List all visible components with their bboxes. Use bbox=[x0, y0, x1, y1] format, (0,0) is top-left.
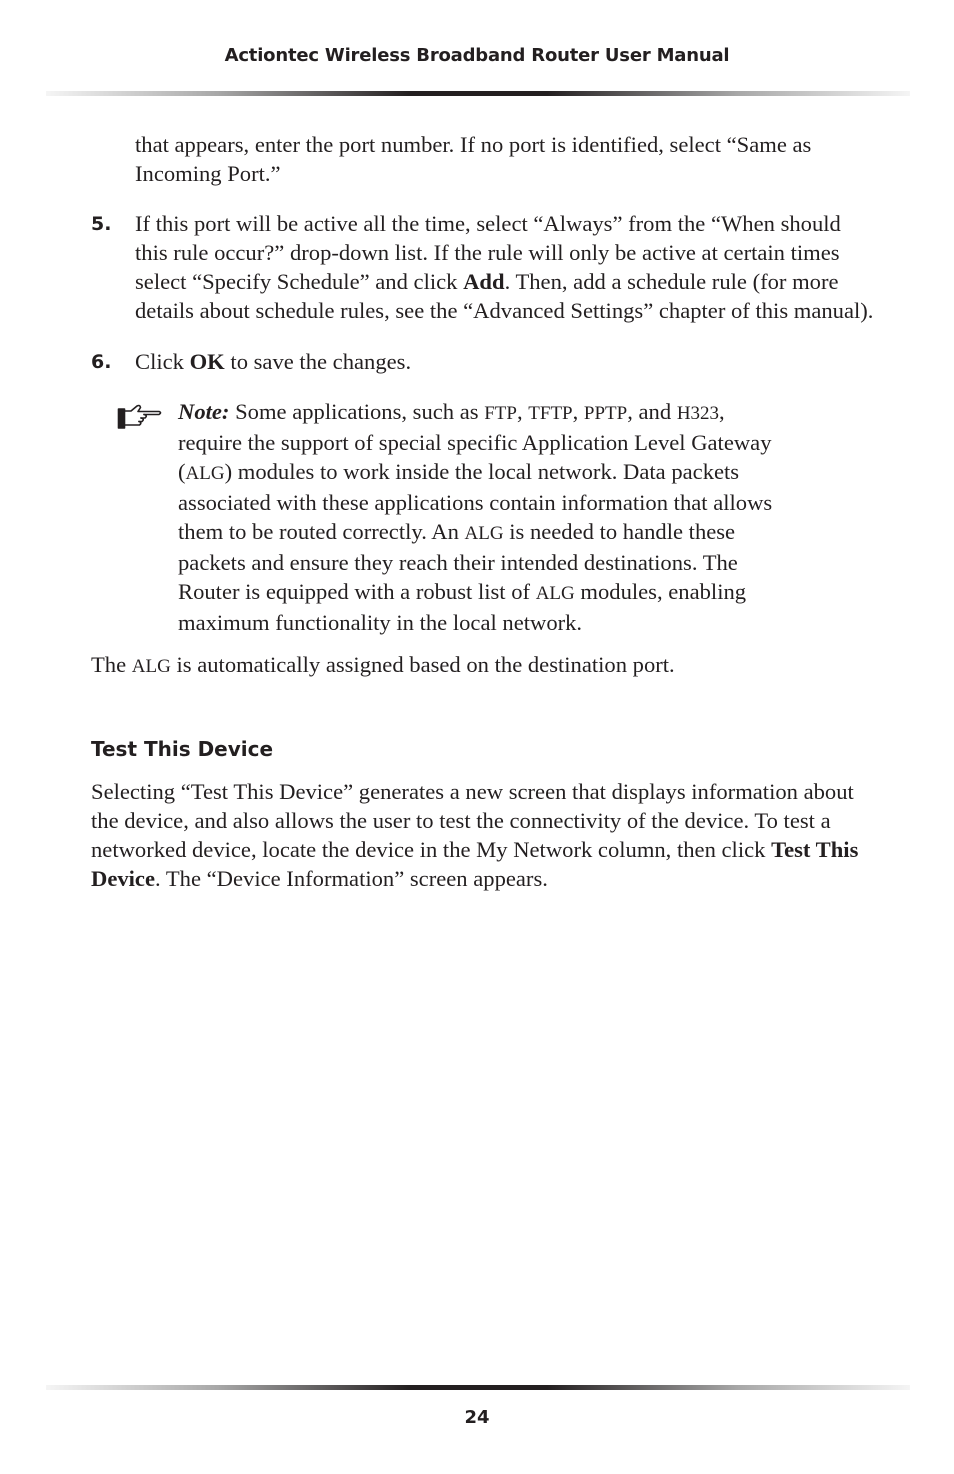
header-rule bbox=[46, 91, 910, 96]
note-h323: H323 bbox=[676, 403, 720, 424]
section-heading: Test This Device bbox=[91, 737, 274, 761]
step-6-text bbox=[135, 347, 875, 376]
section-text-after: . The “Device Information” screen appears. bbox=[154, 866, 548, 891]
note-text-8: modules, enabling maximum functionality in the local network. bbox=[178, 579, 747, 635]
alg-line-alg: ALG bbox=[131, 656, 171, 677]
page-number: 24 bbox=[464, 1407, 490, 1428]
note-paragraph bbox=[178, 397, 778, 637]
step-6-text-after: to save the changes. bbox=[224, 349, 412, 374]
step-5-text bbox=[135, 209, 875, 325]
note-tftp: TFTP bbox=[528, 403, 573, 424]
note-text-1: Some applications, such as bbox=[229, 399, 485, 424]
note-ftp: FTP bbox=[484, 403, 517, 424]
note-text-3: , bbox=[572, 399, 584, 424]
continuation-paragraph: that appears, enter the port number. If no port is identified, select “Same as Incoming Port.” bbox=[135, 132, 812, 186]
note-label: Note: bbox=[178, 399, 230, 424]
note-alg-1: ALG bbox=[185, 463, 225, 484]
step-5-text-before: If this port will be active all the time, select “Always” from the “When should this rule occur?” drop-down list. If the rule will only be active at certain times select “Specify Schedule” and click bbox=[135, 211, 841, 294]
note-text-2: , bbox=[516, 399, 529, 424]
alg-line-after: is automatically assigned based on the destination port. bbox=[170, 652, 675, 677]
note-text-6: ) modules to work inside the local network. Data packets associated with these applications contain information that allows them to be routed correctly. An bbox=[178, 459, 773, 544]
step-6-ok-bold: OK bbox=[189, 349, 225, 374]
note-pptp: PPTP bbox=[583, 403, 628, 424]
step-5-text-after: . Then, add a schedule rule (for more details about schedule rules, see the “Advanced Settings” chapter of this manual). bbox=[135, 269, 874, 323]
note-alg-2: ALG bbox=[464, 523, 504, 544]
step-5-add-bold: Add bbox=[463, 269, 505, 294]
header-title: Actiontec Wireless Broadband Router User Manual bbox=[224, 45, 730, 66]
section-text-before: Selecting “Test This Device” generates a new screen that displays information about the device, and also allows the user to test the connectivity of the device. To test a networked device, locate the device in the My Network column, then click bbox=[91, 779, 854, 862]
alg-assignment-paragraph bbox=[91, 650, 871, 681]
footer-rule bbox=[46, 1385, 910, 1390]
note-text-4: , and bbox=[627, 399, 677, 424]
note-text-5: , require the support of special specific Application Level Gateway ( bbox=[178, 399, 772, 484]
step-6-text-before: Click bbox=[135, 349, 190, 374]
step-6-number: 6. bbox=[91, 351, 112, 373]
section-body-paragraph bbox=[91, 777, 871, 893]
pointing-hand-icon bbox=[117, 403, 163, 431]
note-alg-3: ALG bbox=[535, 583, 575, 604]
section-test-device-bold: Test This Device bbox=[91, 837, 859, 891]
note-text-7: is needed to handle these packets and ensure they reach their intended destinations. The Router is equipped with a robust list of bbox=[178, 519, 738, 604]
step-5-number: 5. bbox=[91, 213, 112, 235]
alg-line-before: The bbox=[91, 652, 132, 677]
